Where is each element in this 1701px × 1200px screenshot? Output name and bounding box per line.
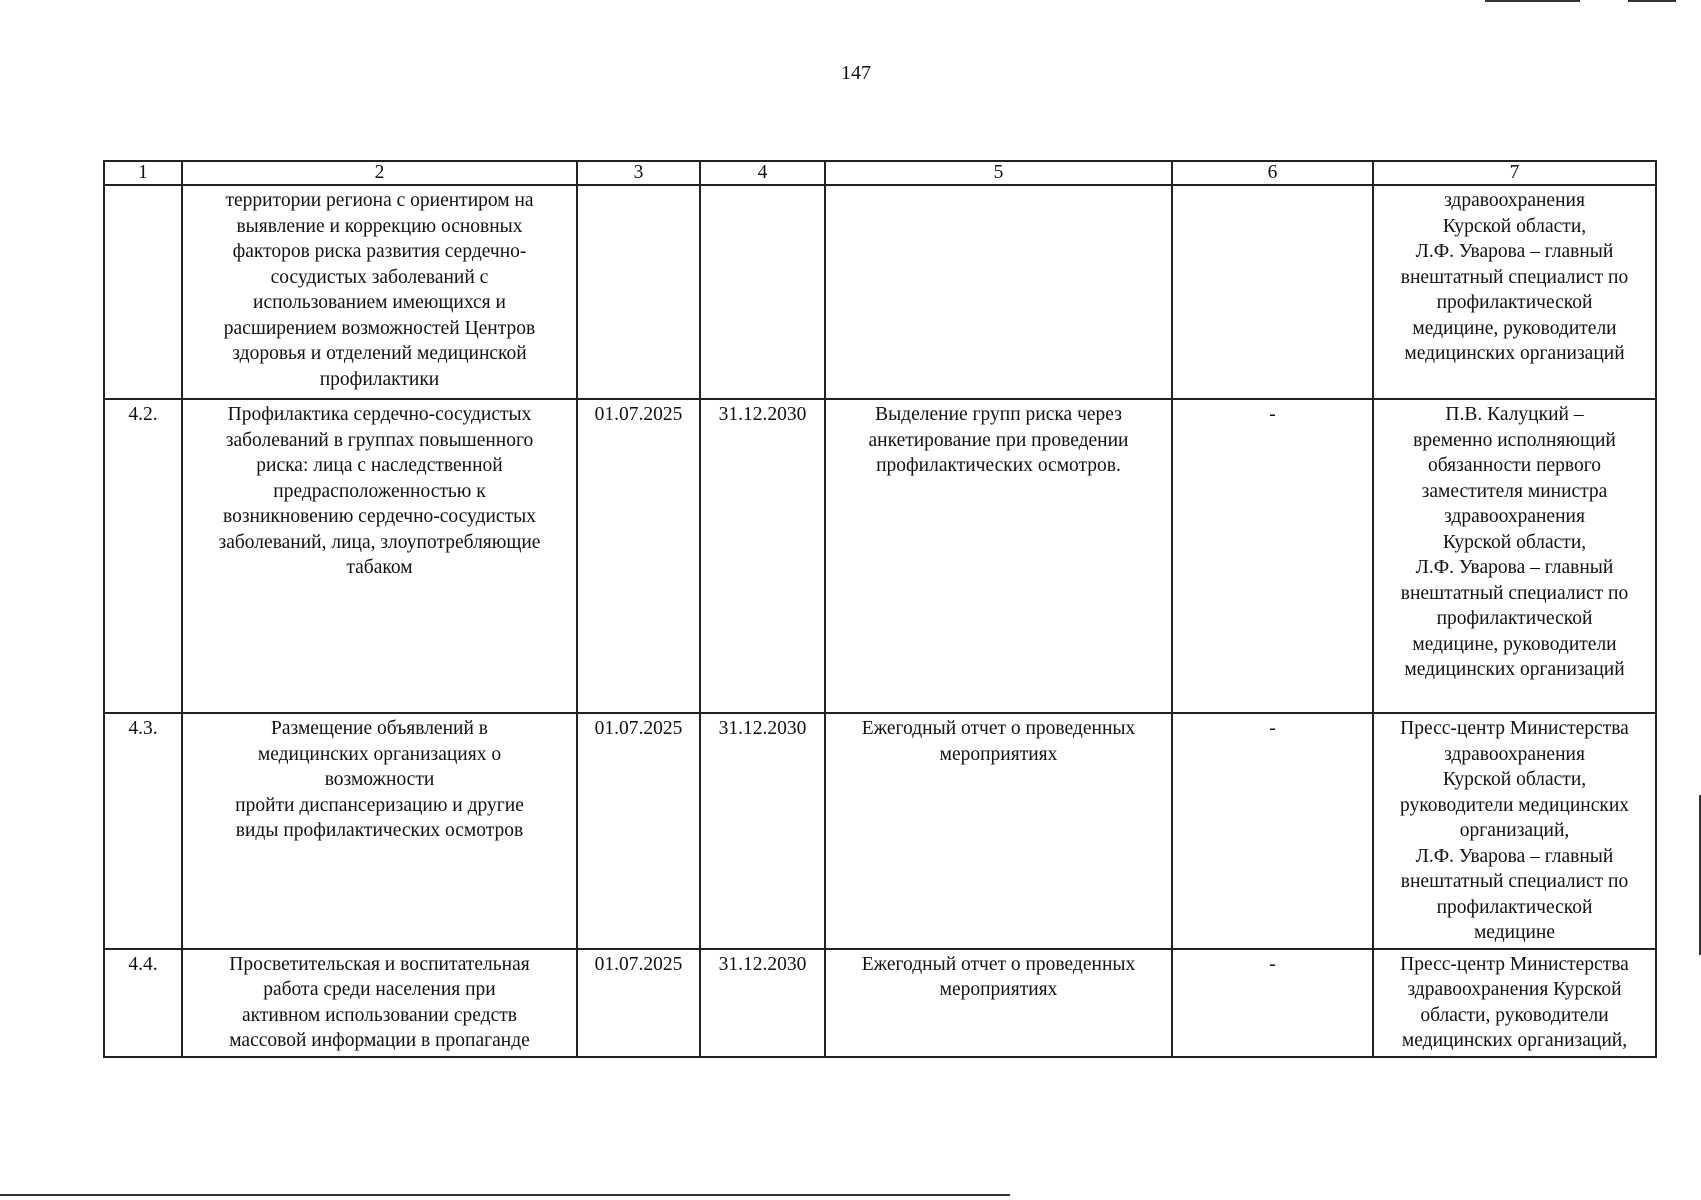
table-row [104,949,1656,1057]
event-description: Размещение объявлений в медицинских организациях о возможности пройти диспансеризацию и другие виды профилактических осмотров [182,713,577,949]
expected-result: Ежегодный отчет о проведенных мероприятиях [825,713,1172,949]
start-date: 01.07.2025 [577,949,700,1057]
start-date: 01.07.2025 [577,399,700,713]
start-date [577,185,700,399]
scan-edge-line-bottom [0,1194,1010,1196]
column-header: 5 [825,161,1172,185]
end-date: 31.12.2030 [700,949,825,1057]
responsible-person: Пресс-центр Министерства здравоохранения Курской области, руководители медицинских организаций, [1373,949,1656,1057]
row-number: 4.4. [104,949,182,1057]
page-number: 147 [841,62,871,84]
table-header-row [104,161,1656,185]
row-number [104,185,182,399]
scan-edge-line-top-right-2 [1628,0,1676,2]
table-row [104,399,1656,713]
responsible-person: П.В. Калуцкий – временно исполняющий обязанности первого заместителя министра здравоохранения Курской области, Л.Ф. Уварова – главный внештатный специалист по профилактической медицине, руководители медицинских организаций [1373,399,1656,713]
column-header: 6 [1172,161,1373,185]
column-header: 4 [700,161,825,185]
column-header: 1 [104,161,182,185]
start-date: 01.07.2025 [577,713,700,949]
end-date: 31.12.2030 [700,399,825,713]
responsible-person: Пресс-центр Министерства здравоохранения Курской области, руководители медицинских организаций, Л.Ф. Уварова – главный внештатный специалист по профилактической медицине [1373,713,1656,949]
event-description: Профилактика сердечно-сосудистых заболеваний в группах повышенного риска: лица с наследственной предрасположенностью к возникновению сердечно-сосудистых заболеваний, лица, злоупотребляющие табаком [182,399,577,713]
row-number: 4.3. [104,713,182,949]
row-number: 4.2. [104,399,182,713]
column-header: 3 [577,161,700,185]
end-date [700,185,825,399]
expected-result: Выделение групп риска через анкетирование при проведении профилактических осмотров. [825,399,1172,713]
table-row [104,713,1656,949]
indicator: - [1172,399,1373,713]
expected-result [825,185,1172,399]
column-header: 7 [1373,161,1656,185]
scan-edge-line-top-right [1485,0,1580,2]
table-row [104,185,1656,399]
event-description: территории региона с ориентиром на выявление и коррекцию основных факторов риска развития сердечно- сосудистых заболеваний с использованием имеющихся и расширением возможностей Центров здоровья и отделений медицинской профилактики [182,185,577,399]
indicator [1172,185,1373,399]
measures-table [103,160,1657,1058]
event-description: Просветительская и воспитательная работа среди населения при активном использовании средств массовой информации в пропаганде [182,949,577,1057]
expected-result: Ежегодный отчет о проведенных мероприятиях [825,949,1172,1057]
end-date: 31.12.2030 [700,713,825,949]
responsible-person: здравоохранения Курской области, Л.Ф. Уварова – главный внештатный специалист по профилактической медицине, руководители медицинских организаций [1373,185,1656,399]
column-header: 2 [182,161,577,185]
indicator: - [1172,713,1373,949]
indicator: - [1172,949,1373,1057]
